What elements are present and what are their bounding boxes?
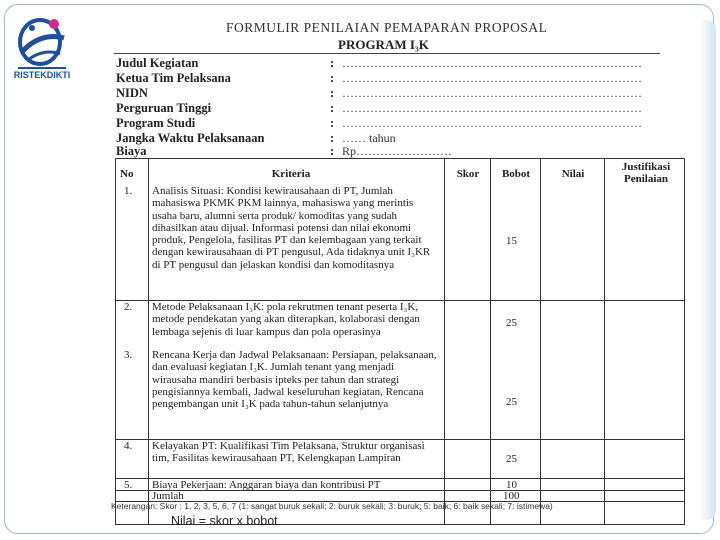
field-colon: : <box>330 56 335 70</box>
field-label: Ketua Tim Pelaksana <box>116 71 231 85</box>
row-criteria: Metode Pelaksanaan I₃K: pola rekrutmen tenant peserta I₃K, metode pendekatan yang akan diterapkan, kolaborasi dengan lembaga sejenis di luar kampus dan pola operasinya <box>152 301 420 338</box>
row-number: 1. <box>124 185 133 197</box>
field-value: ………………………………………………………………… <box>342 56 642 70</box>
row-number: 4. <box>124 440 133 452</box>
table-divider <box>490 159 491 524</box>
row-bobot: 25 <box>506 317 517 329</box>
field-label: Perguruan Tinggi <box>116 101 212 115</box>
form-document <box>96 20 696 528</box>
title-rule <box>114 53 660 54</box>
field-colon: : <box>330 116 335 130</box>
row-bobot: 25 <box>506 453 517 465</box>
row-bobot: 10 <box>506 479 517 491</box>
field-colon: : <box>330 131 335 145</box>
field-label: Jangka Waktu Pelaksanaan <box>116 131 265 145</box>
row-criteria: Rencana Kerja dan Jadwal Pelaksanaan: Persiapan, pelaksanaan, dan evaluasi kegiatan I₃K. Jumlah tenant yang menjadi wirausaha mandiri berbasis ipteks per tahun dan strategi pengisiannya kembali, Jadwal keseluruhan kegiatan, Rencana pengembangan unit I₃K pada tahun-tahun selanjutnya <box>152 349 437 411</box>
table-divider <box>444 159 445 524</box>
field-colon: : <box>330 101 335 115</box>
legend-note: Keterangan: Skor : 1, 2, 3, 5, 6, 7 (1: sangat buruk sekali; 2: buruk sekali; 3: buruk; 5: baik; 6: baik sekali; 7: istimewa) <box>111 501 553 511</box>
field-label: Judul Kegiatan <box>116 56 199 70</box>
total-label: Jumlah <box>152 490 184 502</box>
header-nilai: Nilai <box>561 168 585 180</box>
row-bobot: 25 <box>506 396 517 408</box>
form-subtitle: PROGRAM I₃K <box>338 37 429 52</box>
header-kriteria: Kriteria <box>271 168 311 180</box>
field-label: NIDN <box>116 86 148 100</box>
header-skor: Skor <box>456 168 480 180</box>
row-bobot: 15 <box>506 235 517 247</box>
field-colon: : <box>330 86 335 100</box>
field-value: …… tahun <box>342 131 396 145</box>
header-no: No <box>120 168 134 180</box>
field-value: ………………………………………………………………… <box>342 71 642 85</box>
table-divider <box>604 159 605 524</box>
field-value: ………………………………………………………………… <box>342 86 642 100</box>
row-number: 2. <box>124 301 133 313</box>
row-number: 5. <box>124 479 133 491</box>
row-criteria: Biaya Pekerjaan: Anggaran biaya dan kontribusi PT <box>152 479 381 491</box>
field-value: ………………………………………………………………… <box>342 101 642 115</box>
row-criteria: Analisis Situasi: Kondisi kewirausahaan di PT, Jumlah mahasiswa PKMK PKM lainnya, mahasiswa yang merintis usaha baru, alumni serta produk/ komoditas yang sudah dihasilkan atau dijual. Informasi potensi dan nilai ekonomi produk, Pengelola, fasilitas PT dan kelembagaan yang terkait dengan kewirausahaan di PT pengusul, Ada tidaknya unit I₃KR di PT pengusul dan jelaskan kondisi dan komoditasnya <box>152 185 431 271</box>
table-divider <box>148 159 149 524</box>
logo-text: RISTEKDIKTI <box>13 70 71 80</box>
form-title: FORMULIR PENILAIAN PEMAPARAN PROPOSAL <box>226 20 548 35</box>
field-value: Rp…………………… <box>342 144 453 158</box>
field-colon: : <box>330 144 335 158</box>
slide-side-stripe <box>700 20 716 520</box>
field-label: Biaya <box>116 144 147 158</box>
row-number: 3. <box>124 349 133 361</box>
field-label: Program Studi <box>116 116 196 130</box>
field-colon: : <box>330 71 335 85</box>
assessment-table <box>115 158 685 525</box>
header-justifikasi: Justifikasi Penilaian <box>621 161 671 185</box>
total-bobot: 100 <box>503 490 520 502</box>
formula-text: Nilai = skor x bobot <box>171 514 278 528</box>
table-divider <box>540 159 541 524</box>
header-bobot: Bobot <box>501 168 531 180</box>
row-criteria: Kelayakan PT: Kualifikasi Tim Pelaksana, Struktur organisasi tim, Fasilitas kewirausahaan PT, Kelengkapan Lampiran <box>152 440 425 465</box>
field-value: ………………………………………………………………… <box>342 116 642 130</box>
